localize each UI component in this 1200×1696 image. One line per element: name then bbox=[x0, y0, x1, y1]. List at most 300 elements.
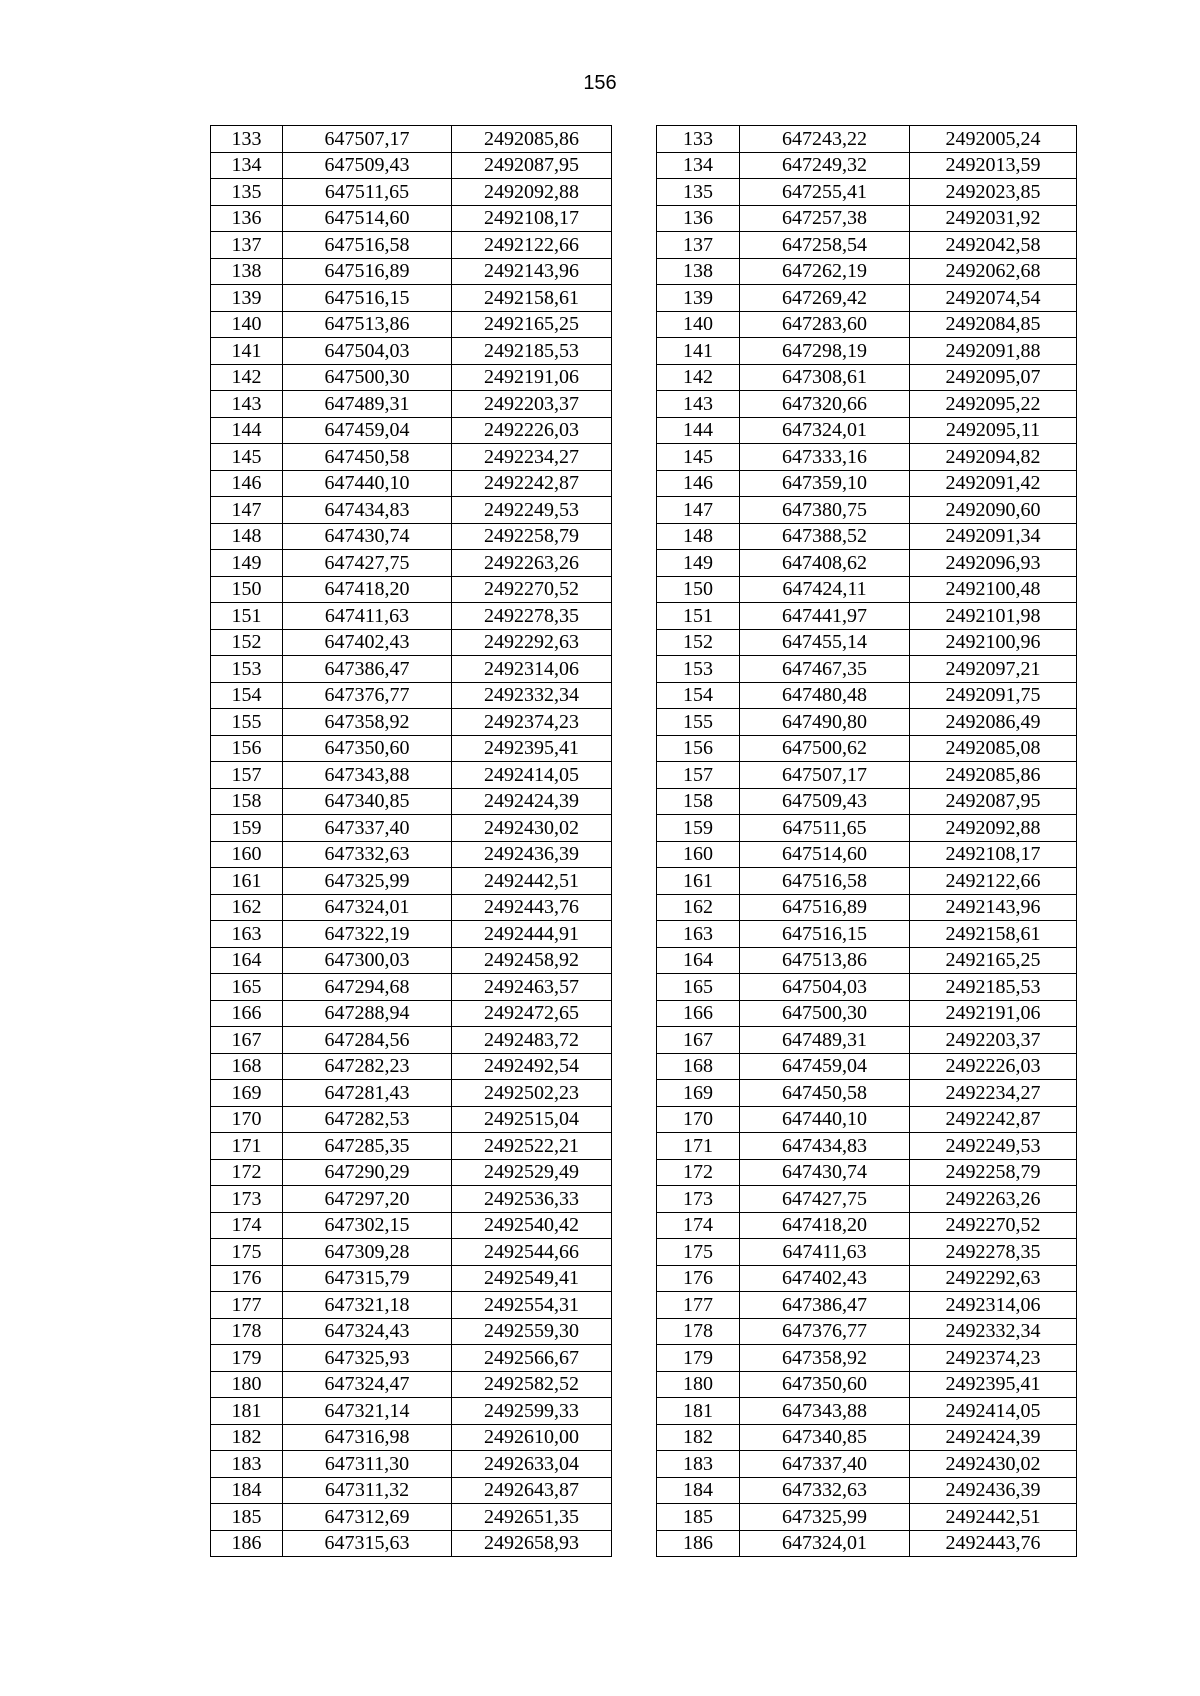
right-y-coordinate: 2492143,96 bbox=[910, 894, 1077, 921]
right-point-number: 165 bbox=[657, 974, 740, 1001]
left-x-coordinate: 647288,94 bbox=[283, 1000, 452, 1027]
left-y-coordinate: 2492502,23 bbox=[452, 1080, 612, 1107]
right-point-number: 147 bbox=[657, 497, 740, 524]
column-gap bbox=[612, 205, 657, 232]
column-gap bbox=[612, 126, 657, 153]
left-y-coordinate: 2492395,41 bbox=[452, 735, 612, 762]
right-point-number: 158 bbox=[657, 788, 740, 815]
left-x-coordinate: 647311,32 bbox=[283, 1477, 452, 1504]
left-y-coordinate: 2492234,27 bbox=[452, 444, 612, 471]
right-point-number: 183 bbox=[657, 1451, 740, 1478]
left-x-coordinate: 647514,60 bbox=[283, 205, 452, 232]
left-y-coordinate: 2492191,06 bbox=[452, 364, 612, 391]
right-point-number: 174 bbox=[657, 1212, 740, 1239]
right-point-number: 176 bbox=[657, 1265, 740, 1292]
left-y-coordinate: 2492085,86 bbox=[452, 126, 612, 153]
table-row bbox=[211, 1159, 1077, 1186]
right-y-coordinate: 2492249,53 bbox=[910, 1133, 1077, 1160]
column-gap bbox=[612, 1159, 657, 1186]
table-row bbox=[211, 1424, 1077, 1451]
left-point-number: 139 bbox=[211, 285, 283, 312]
column-gap bbox=[612, 603, 657, 630]
column-gap bbox=[612, 974, 657, 1001]
right-point-number: 166 bbox=[657, 1000, 740, 1027]
right-x-coordinate: 647359,10 bbox=[740, 470, 910, 497]
left-point-number: 169 bbox=[211, 1080, 283, 1107]
left-x-coordinate: 647322,19 bbox=[283, 921, 452, 948]
right-y-coordinate: 2492270,52 bbox=[910, 1212, 1077, 1239]
left-y-coordinate: 2492658,93 bbox=[452, 1530, 612, 1557]
table-row bbox=[211, 444, 1077, 471]
column-gap bbox=[612, 1345, 657, 1372]
column-gap bbox=[612, 629, 657, 656]
right-point-number: 146 bbox=[657, 470, 740, 497]
left-y-coordinate: 2492651,35 bbox=[452, 1504, 612, 1531]
left-x-coordinate: 647282,23 bbox=[283, 1053, 452, 1080]
column-gap bbox=[612, 152, 657, 179]
right-point-number: 152 bbox=[657, 629, 740, 656]
right-y-coordinate: 2492101,98 bbox=[910, 603, 1077, 630]
column-gap bbox=[612, 1186, 657, 1213]
left-point-number: 174 bbox=[211, 1212, 283, 1239]
table-row bbox=[211, 815, 1077, 842]
right-point-number: 134 bbox=[657, 152, 740, 179]
table-row bbox=[211, 1239, 1077, 1266]
right-x-coordinate: 647262,19 bbox=[740, 258, 910, 285]
right-x-coordinate: 647467,35 bbox=[740, 656, 910, 683]
left-y-coordinate: 2492249,53 bbox=[452, 497, 612, 524]
left-point-number: 142 bbox=[211, 364, 283, 391]
column-gap bbox=[612, 338, 657, 365]
left-point-number: 149 bbox=[211, 550, 283, 577]
right-point-number: 156 bbox=[657, 735, 740, 762]
left-x-coordinate: 647309,28 bbox=[283, 1239, 452, 1266]
right-y-coordinate: 2492084,85 bbox=[910, 311, 1077, 338]
right-y-coordinate: 2492374,23 bbox=[910, 1345, 1077, 1372]
right-point-number: 185 bbox=[657, 1504, 740, 1531]
table-row bbox=[211, 1530, 1077, 1557]
left-x-coordinate: 647297,20 bbox=[283, 1186, 452, 1213]
right-y-coordinate: 2492314,06 bbox=[910, 1292, 1077, 1319]
table-row bbox=[211, 1106, 1077, 1133]
table-row bbox=[211, 788, 1077, 815]
table-row bbox=[211, 1053, 1077, 1080]
right-y-coordinate: 2492092,88 bbox=[910, 815, 1077, 842]
table-row bbox=[211, 1371, 1077, 1398]
left-point-number: 157 bbox=[211, 762, 283, 789]
column-gap bbox=[612, 391, 657, 418]
left-x-coordinate: 647504,03 bbox=[283, 338, 452, 365]
left-point-number: 165 bbox=[211, 974, 283, 1001]
right-y-coordinate: 2492095,07 bbox=[910, 364, 1077, 391]
left-x-coordinate: 647321,18 bbox=[283, 1292, 452, 1319]
left-x-coordinate: 647282,53 bbox=[283, 1106, 452, 1133]
right-x-coordinate: 647516,89 bbox=[740, 894, 910, 921]
column-gap bbox=[612, 497, 657, 524]
column-gap bbox=[612, 1080, 657, 1107]
left-point-number: 137 bbox=[211, 232, 283, 259]
right-point-number: 137 bbox=[657, 232, 740, 259]
left-x-coordinate: 647513,86 bbox=[283, 311, 452, 338]
right-y-coordinate: 2492395,41 bbox=[910, 1371, 1077, 1398]
right-x-coordinate: 647343,88 bbox=[740, 1398, 910, 1425]
left-x-coordinate: 647343,88 bbox=[283, 762, 452, 789]
left-y-coordinate: 2492278,35 bbox=[452, 603, 612, 630]
right-point-number: 157 bbox=[657, 762, 740, 789]
left-x-coordinate: 647312,69 bbox=[283, 1504, 452, 1531]
right-y-coordinate: 2492042,58 bbox=[910, 232, 1077, 259]
right-x-coordinate: 647386,47 bbox=[740, 1292, 910, 1319]
right-x-coordinate: 647388,52 bbox=[740, 523, 910, 550]
left-x-coordinate: 647516,89 bbox=[283, 258, 452, 285]
column-gap bbox=[612, 1000, 657, 1027]
right-y-coordinate: 2492097,21 bbox=[910, 656, 1077, 683]
left-point-number: 156 bbox=[211, 735, 283, 762]
table-row bbox=[211, 682, 1077, 709]
table-row bbox=[211, 311, 1077, 338]
right-point-number: 167 bbox=[657, 1027, 740, 1054]
left-point-number: 161 bbox=[211, 868, 283, 895]
column-gap bbox=[612, 921, 657, 948]
left-point-number: 179 bbox=[211, 1345, 283, 1372]
table-row bbox=[211, 126, 1077, 153]
right-x-coordinate: 647249,32 bbox=[740, 152, 910, 179]
right-point-number: 159 bbox=[657, 815, 740, 842]
right-y-coordinate: 2492085,08 bbox=[910, 735, 1077, 762]
left-point-number: 133 bbox=[211, 126, 283, 153]
right-point-number: 184 bbox=[657, 1477, 740, 1504]
table-row bbox=[211, 868, 1077, 895]
left-y-coordinate: 2492292,63 bbox=[452, 629, 612, 656]
table-row bbox=[211, 1186, 1077, 1213]
left-point-number: 184 bbox=[211, 1477, 283, 1504]
table-row bbox=[211, 894, 1077, 921]
column-gap bbox=[612, 894, 657, 921]
column-gap bbox=[612, 444, 657, 471]
right-x-coordinate: 647332,63 bbox=[740, 1477, 910, 1504]
left-point-number: 177 bbox=[211, 1292, 283, 1319]
column-gap bbox=[612, 1133, 657, 1160]
left-y-coordinate: 2492442,51 bbox=[452, 868, 612, 895]
right-x-coordinate: 647258,54 bbox=[740, 232, 910, 259]
left-point-number: 168 bbox=[211, 1053, 283, 1080]
right-x-coordinate: 647243,22 bbox=[740, 126, 910, 153]
right-x-coordinate: 647298,19 bbox=[740, 338, 910, 365]
left-point-number: 166 bbox=[211, 1000, 283, 1027]
column-gap bbox=[612, 947, 657, 974]
right-y-coordinate: 2492332,34 bbox=[910, 1318, 1077, 1345]
left-point-number: 145 bbox=[211, 444, 283, 471]
right-point-number: 144 bbox=[657, 417, 740, 444]
left-y-coordinate: 2492633,04 bbox=[452, 1451, 612, 1478]
left-point-number: 183 bbox=[211, 1451, 283, 1478]
table-row bbox=[211, 1345, 1077, 1372]
right-x-coordinate: 647513,86 bbox=[740, 947, 910, 974]
right-y-coordinate: 2492096,93 bbox=[910, 550, 1077, 577]
left-y-coordinate: 2492436,39 bbox=[452, 841, 612, 868]
column-gap bbox=[612, 1424, 657, 1451]
right-point-number: 136 bbox=[657, 205, 740, 232]
left-x-coordinate: 647358,92 bbox=[283, 709, 452, 736]
left-x-coordinate: 647294,68 bbox=[283, 974, 452, 1001]
right-y-coordinate: 2492292,63 bbox=[910, 1265, 1077, 1292]
left-y-coordinate: 2492143,96 bbox=[452, 258, 612, 285]
right-y-coordinate: 2492203,37 bbox=[910, 1027, 1077, 1054]
column-gap bbox=[612, 1212, 657, 1239]
left-y-coordinate: 2492463,57 bbox=[452, 974, 612, 1001]
right-y-coordinate: 2492443,76 bbox=[910, 1530, 1077, 1557]
table-row bbox=[211, 470, 1077, 497]
table-row bbox=[211, 497, 1077, 524]
column-gap bbox=[612, 762, 657, 789]
left-y-coordinate: 2492458,92 bbox=[452, 947, 612, 974]
right-x-coordinate: 647269,42 bbox=[740, 285, 910, 312]
column-gap bbox=[612, 841, 657, 868]
left-x-coordinate: 647290,29 bbox=[283, 1159, 452, 1186]
column-gap bbox=[612, 1292, 657, 1319]
column-gap bbox=[612, 258, 657, 285]
left-point-number: 143 bbox=[211, 391, 283, 418]
left-y-coordinate: 2492599,33 bbox=[452, 1398, 612, 1425]
left-x-coordinate: 647324,43 bbox=[283, 1318, 452, 1345]
right-y-coordinate: 2492191,06 bbox=[910, 1000, 1077, 1027]
table-row bbox=[211, 417, 1077, 444]
right-point-number: 141 bbox=[657, 338, 740, 365]
column-gap bbox=[612, 735, 657, 762]
left-y-coordinate: 2492643,87 bbox=[452, 1477, 612, 1504]
right-point-number: 143 bbox=[657, 391, 740, 418]
right-x-coordinate: 647411,63 bbox=[740, 1239, 910, 1266]
right-x-coordinate: 647325,99 bbox=[740, 1504, 910, 1531]
left-y-coordinate: 2492258,79 bbox=[452, 523, 612, 550]
right-x-coordinate: 647333,16 bbox=[740, 444, 910, 471]
table-row bbox=[211, 1477, 1077, 1504]
column-gap bbox=[612, 1053, 657, 1080]
right-x-coordinate: 647283,60 bbox=[740, 311, 910, 338]
right-point-number: 148 bbox=[657, 523, 740, 550]
left-y-coordinate: 2492529,49 bbox=[452, 1159, 612, 1186]
left-y-coordinate: 2492414,05 bbox=[452, 762, 612, 789]
left-y-coordinate: 2492444,91 bbox=[452, 921, 612, 948]
right-y-coordinate: 2492023,85 bbox=[910, 179, 1077, 206]
right-point-number: 140 bbox=[657, 311, 740, 338]
left-y-coordinate: 2492087,95 bbox=[452, 152, 612, 179]
left-y-coordinate: 2492544,66 bbox=[452, 1239, 612, 1266]
left-point-number: 148 bbox=[211, 523, 283, 550]
right-x-coordinate: 647320,66 bbox=[740, 391, 910, 418]
left-x-coordinate: 647507,17 bbox=[283, 126, 452, 153]
left-point-number: 186 bbox=[211, 1530, 283, 1557]
left-point-number: 141 bbox=[211, 338, 283, 365]
table-row bbox=[211, 841, 1077, 868]
coordinates-table bbox=[210, 125, 1077, 1557]
left-y-coordinate: 2492203,37 bbox=[452, 391, 612, 418]
right-y-coordinate: 2492424,39 bbox=[910, 1424, 1077, 1451]
left-point-number: 162 bbox=[211, 894, 283, 921]
right-y-coordinate: 2492122,66 bbox=[910, 868, 1077, 895]
left-point-number: 171 bbox=[211, 1133, 283, 1160]
left-point-number: 160 bbox=[211, 841, 283, 868]
right-x-coordinate: 647489,31 bbox=[740, 1027, 910, 1054]
right-point-number: 139 bbox=[657, 285, 740, 312]
right-y-coordinate: 2492430,02 bbox=[910, 1451, 1077, 1478]
table-row bbox=[211, 258, 1077, 285]
left-x-coordinate: 647324,01 bbox=[283, 894, 452, 921]
right-x-coordinate: 647308,61 bbox=[740, 364, 910, 391]
left-x-coordinate: 647284,56 bbox=[283, 1027, 452, 1054]
right-point-number: 181 bbox=[657, 1398, 740, 1425]
right-x-coordinate: 647324,01 bbox=[740, 417, 910, 444]
right-point-number: 138 bbox=[657, 258, 740, 285]
left-point-number: 154 bbox=[211, 682, 283, 709]
left-x-coordinate: 647516,58 bbox=[283, 232, 452, 259]
right-point-number: 133 bbox=[657, 126, 740, 153]
table-row bbox=[211, 947, 1077, 974]
left-x-coordinate: 647434,83 bbox=[283, 497, 452, 524]
right-y-coordinate: 2492100,96 bbox=[910, 629, 1077, 656]
left-x-coordinate: 647300,03 bbox=[283, 947, 452, 974]
left-x-coordinate: 647427,75 bbox=[283, 550, 452, 577]
left-x-coordinate: 647281,43 bbox=[283, 1080, 452, 1107]
left-x-coordinate: 647402,43 bbox=[283, 629, 452, 656]
column-gap bbox=[612, 1451, 657, 1478]
table-row bbox=[211, 1292, 1077, 1319]
left-point-number: 153 bbox=[211, 656, 283, 683]
left-x-coordinate: 647302,15 bbox=[283, 1212, 452, 1239]
left-y-coordinate: 2492483,72 bbox=[452, 1027, 612, 1054]
left-y-coordinate: 2492472,65 bbox=[452, 1000, 612, 1027]
left-x-coordinate: 647325,99 bbox=[283, 868, 452, 895]
table-row bbox=[211, 1080, 1077, 1107]
right-point-number: 162 bbox=[657, 894, 740, 921]
left-x-coordinate: 647509,43 bbox=[283, 152, 452, 179]
left-y-coordinate: 2492158,61 bbox=[452, 285, 612, 312]
left-y-coordinate: 2492122,66 bbox=[452, 232, 612, 259]
right-x-coordinate: 647500,62 bbox=[740, 735, 910, 762]
right-y-coordinate: 2492242,87 bbox=[910, 1106, 1077, 1133]
left-point-number: 136 bbox=[211, 205, 283, 232]
right-y-coordinate: 2492085,86 bbox=[910, 762, 1077, 789]
right-x-coordinate: 647337,40 bbox=[740, 1451, 910, 1478]
column-gap bbox=[612, 1477, 657, 1504]
right-x-coordinate: 647500,30 bbox=[740, 1000, 910, 1027]
column-gap bbox=[612, 364, 657, 391]
column-gap bbox=[612, 1318, 657, 1345]
right-point-number: 153 bbox=[657, 656, 740, 683]
column-gap bbox=[612, 417, 657, 444]
left-point-number: 185 bbox=[211, 1504, 283, 1531]
right-x-coordinate: 647455,14 bbox=[740, 629, 910, 656]
table-row bbox=[211, 338, 1077, 365]
left-x-coordinate: 647337,40 bbox=[283, 815, 452, 842]
table-row bbox=[211, 285, 1077, 312]
left-x-coordinate: 647511,65 bbox=[283, 179, 452, 206]
left-x-coordinate: 647450,58 bbox=[283, 444, 452, 471]
column-gap bbox=[612, 709, 657, 736]
right-y-coordinate: 2492234,27 bbox=[910, 1080, 1077, 1107]
table-row bbox=[211, 656, 1077, 683]
left-point-number: 147 bbox=[211, 497, 283, 524]
right-point-number: 186 bbox=[657, 1530, 740, 1557]
right-x-coordinate: 647450,58 bbox=[740, 1080, 910, 1107]
right-x-coordinate: 647358,92 bbox=[740, 1345, 910, 1372]
column-gap bbox=[612, 1027, 657, 1054]
column-gap bbox=[612, 232, 657, 259]
right-y-coordinate: 2492108,17 bbox=[910, 841, 1077, 868]
table-row bbox=[211, 205, 1077, 232]
right-x-coordinate: 647516,58 bbox=[740, 868, 910, 895]
column-gap bbox=[612, 179, 657, 206]
column-gap bbox=[612, 1106, 657, 1133]
column-gap bbox=[612, 656, 657, 683]
left-y-coordinate: 2492332,34 bbox=[452, 682, 612, 709]
left-y-coordinate: 2492522,21 bbox=[452, 1133, 612, 1160]
left-x-coordinate: 647324,47 bbox=[283, 1371, 452, 1398]
left-y-coordinate: 2492610,00 bbox=[452, 1424, 612, 1451]
right-x-coordinate: 647324,01 bbox=[740, 1530, 910, 1557]
column-gap bbox=[612, 788, 657, 815]
right-x-coordinate: 647516,15 bbox=[740, 921, 910, 948]
left-point-number: 175 bbox=[211, 1239, 283, 1266]
right-y-coordinate: 2492086,49 bbox=[910, 709, 1077, 736]
right-x-coordinate: 647480,48 bbox=[740, 682, 910, 709]
right-point-number: 164 bbox=[657, 947, 740, 974]
right-y-coordinate: 2492158,61 bbox=[910, 921, 1077, 948]
right-x-coordinate: 647459,04 bbox=[740, 1053, 910, 1080]
left-y-coordinate: 2492582,52 bbox=[452, 1371, 612, 1398]
left-point-number: 164 bbox=[211, 947, 283, 974]
right-point-number: 142 bbox=[657, 364, 740, 391]
column-gap bbox=[612, 470, 657, 497]
right-point-number: 169 bbox=[657, 1080, 740, 1107]
right-y-coordinate: 2492005,24 bbox=[910, 126, 1077, 153]
left-x-coordinate: 647386,47 bbox=[283, 656, 452, 683]
right-point-number: 160 bbox=[657, 841, 740, 868]
table-row bbox=[211, 1265, 1077, 1292]
column-gap bbox=[612, 523, 657, 550]
left-point-number: 152 bbox=[211, 629, 283, 656]
right-point-number: 150 bbox=[657, 576, 740, 603]
right-point-number: 168 bbox=[657, 1053, 740, 1080]
table-row bbox=[211, 1504, 1077, 1531]
left-point-number: 150 bbox=[211, 576, 283, 603]
table-row bbox=[211, 1318, 1077, 1345]
right-point-number: 179 bbox=[657, 1345, 740, 1372]
right-y-coordinate: 2492062,68 bbox=[910, 258, 1077, 285]
left-point-number: 144 bbox=[211, 417, 283, 444]
left-x-coordinate: 647285,35 bbox=[283, 1133, 452, 1160]
right-point-number: 180 bbox=[657, 1371, 740, 1398]
right-point-number: 177 bbox=[657, 1292, 740, 1319]
left-point-number: 134 bbox=[211, 152, 283, 179]
column-gap bbox=[612, 285, 657, 312]
table-row bbox=[211, 1133, 1077, 1160]
left-x-coordinate: 647430,74 bbox=[283, 523, 452, 550]
left-point-number: 140 bbox=[211, 311, 283, 338]
right-point-number: 151 bbox=[657, 603, 740, 630]
column-gap bbox=[612, 550, 657, 577]
table-row bbox=[211, 974, 1077, 1001]
left-x-coordinate: 647316,98 bbox=[283, 1424, 452, 1451]
right-x-coordinate: 647376,77 bbox=[740, 1318, 910, 1345]
right-x-coordinate: 647418,20 bbox=[740, 1212, 910, 1239]
right-y-coordinate: 2492165,25 bbox=[910, 947, 1077, 974]
right-x-coordinate: 647434,83 bbox=[740, 1133, 910, 1160]
right-point-number: 182 bbox=[657, 1424, 740, 1451]
column-gap bbox=[612, 1530, 657, 1557]
left-point-number: 163 bbox=[211, 921, 283, 948]
right-y-coordinate: 2492091,75 bbox=[910, 682, 1077, 709]
